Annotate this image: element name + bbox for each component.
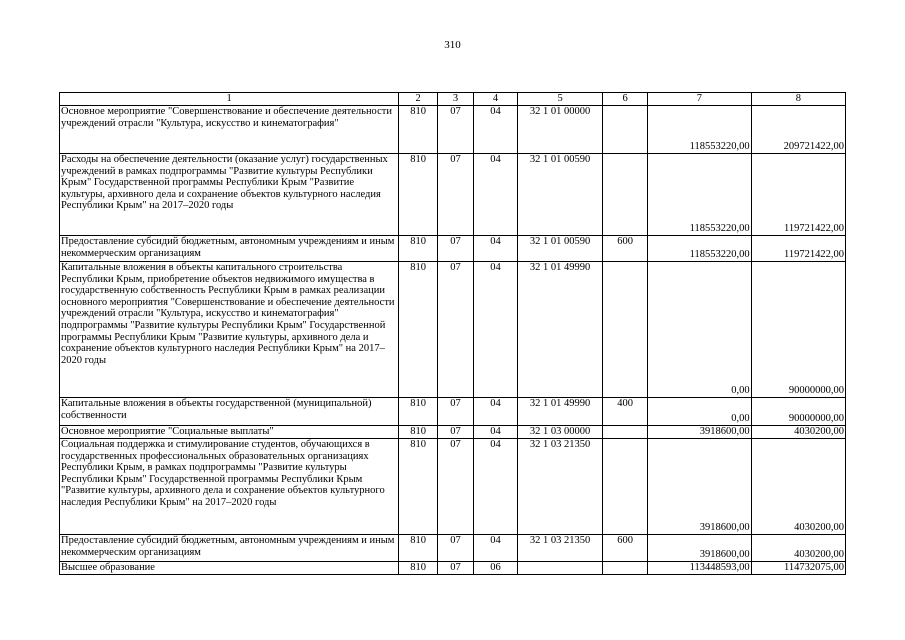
cell-code-subsection: 04 xyxy=(473,154,517,236)
cell-code-ministry: 810 xyxy=(399,236,438,262)
header-cell: 4 xyxy=(473,93,517,106)
cell-amount-col7: 3918600,00 xyxy=(648,439,752,535)
table-row xyxy=(60,154,846,236)
cell-amount-col8: 119721422,00 xyxy=(751,236,845,262)
cell-code-ministry: 810 xyxy=(399,535,438,562)
cell-amount-col8: 90000000,00 xyxy=(751,398,845,426)
cell-code-subsection: 04 xyxy=(473,439,517,535)
cell-code-ministry: 810 xyxy=(399,439,438,535)
cell-amount-col8: 4030200,00 xyxy=(751,535,845,562)
cell-code-subsection: 04 xyxy=(473,398,517,426)
cell-code-target: 32 1 01 49990 xyxy=(518,262,603,398)
cell-code-subsection: 04 xyxy=(473,535,517,562)
cell-amount-col8: 119721422,00 xyxy=(751,154,845,236)
cell-code-section: 07 xyxy=(438,426,474,439)
table-row xyxy=(60,426,846,439)
cell-code-expense-type xyxy=(603,262,648,398)
cell-code-ministry: 810 xyxy=(399,426,438,439)
header-cell: 8 xyxy=(751,93,845,106)
page-number: 310 xyxy=(444,39,461,51)
cell-code-expense-type xyxy=(603,562,648,575)
table-row xyxy=(60,262,846,398)
cell-code-section: 07 xyxy=(438,535,474,562)
cell-amount-col8: 114732075,00 xyxy=(751,562,845,575)
cell-code-target: 32 1 03 21350 xyxy=(518,439,603,535)
cell-code-target xyxy=(518,562,603,575)
table-row xyxy=(60,439,846,535)
cell-code-target: 32 1 01 00000 xyxy=(518,106,603,154)
row-description: Расходы на обеспечение деятельности (оказание услуг) государственных учреждений в рамках подпрограммы "Развитие культуры Республики Крым" Государственной программы Республики Крым "Развитие культуры, архивного дела и сохранение объектов культурного наследия Республики Крым" на 2017–2020 годы xyxy=(60,154,399,236)
header-cell: 2 xyxy=(399,93,438,106)
row-description: Высшее образование xyxy=(60,562,399,575)
table-row xyxy=(60,236,846,262)
cell-code-target: 32 1 01 00590 xyxy=(518,236,603,262)
cell-code-subsection: 04 xyxy=(473,236,517,262)
cell-amount-col7: 118553220,00 xyxy=(648,154,752,236)
cell-amount-col7: 113448593,00 xyxy=(648,562,752,575)
cell-code-section: 07 xyxy=(438,236,474,262)
cell-amount-col7: 3918600,00 xyxy=(648,535,752,562)
cell-code-ministry: 810 xyxy=(399,398,438,426)
cell-code-target: 32 1 01 49990 xyxy=(518,398,603,426)
cell-code-expense-type xyxy=(603,106,648,154)
cell-code-expense-type xyxy=(603,439,648,535)
row-description: Капитальные вложения в объекты государственной (муниципальной) собственности xyxy=(60,398,399,426)
header-cell: 6 xyxy=(603,93,648,106)
cell-code-ministry: 810 xyxy=(399,106,438,154)
cell-code-expense-type: 600 xyxy=(603,236,648,262)
table-row xyxy=(60,535,846,562)
row-description: Предоставление субсидий бюджетным, автономным учреждениям и иным некоммерческим организациям xyxy=(60,236,399,262)
table-row xyxy=(60,106,846,154)
cell-code-expense-type xyxy=(603,154,648,236)
cell-amount-col7: 0,00 xyxy=(648,398,752,426)
budget-table xyxy=(59,92,846,575)
cell-code-expense-type: 400 xyxy=(603,398,648,426)
cell-code-subsection: 04 xyxy=(473,426,517,439)
table-row xyxy=(60,562,846,575)
cell-code-expense-type xyxy=(603,426,648,439)
cell-amount-col8: 4030200,00 xyxy=(751,439,845,535)
row-description: Основное мероприятие "Социальные выплаты" xyxy=(60,426,399,439)
header-cell: 1 xyxy=(60,93,399,106)
cell-amount-col8: 209721422,00 xyxy=(751,106,845,154)
cell-amount-col7: 118553220,00 xyxy=(648,106,752,154)
cell-code-subsection: 04 xyxy=(473,262,517,398)
cell-code-section: 07 xyxy=(438,439,474,535)
cell-amount-col7: 3918600,00 xyxy=(648,426,752,439)
header-row xyxy=(60,93,846,106)
cell-code-section: 07 xyxy=(438,154,474,236)
cell-code-subsection: 04 xyxy=(473,106,517,154)
row-description: Основное мероприятие "Совершенствование и обеспечение деятельности учреждений отрасли "Культура, искусство и кинематография" xyxy=(60,106,399,154)
header-cell: 5 xyxy=(518,93,603,106)
header-cell: 3 xyxy=(438,93,474,106)
cell-code-expense-type: 600 xyxy=(603,535,648,562)
header-cell: 7 xyxy=(648,93,752,106)
cell-amount-col7: 0,00 xyxy=(648,262,752,398)
cell-code-target: 32 1 01 00590 xyxy=(518,154,603,236)
cell-code-section: 07 xyxy=(438,262,474,398)
cell-code-subsection: 06 xyxy=(473,562,517,575)
row-description: Капитальные вложения в объекты капитального строительства Республики Крым, приобретение объектов недвижимого имущества в государственную собственность Республики Крым в рамках реализации основного мероприятия "Совершенствование и обеспечение деятельности учреждений отрасли "Культура, искусство и кинематография" подпрограммы "Развитие культуры Республики Крым" Государственной программы Республики Крым "Развитие культуры, архивного дела и сохранение объектов культурного наследия Республики Крым" на 2017–2020 годы xyxy=(60,262,399,398)
cell-code-ministry: 810 xyxy=(399,562,438,575)
cell-code-target: 32 1 03 00000 xyxy=(518,426,603,439)
cell-code-target: 32 1 03 21350 xyxy=(518,535,603,562)
row-description: Социальная поддержка и стимулирование студентов, обучающихся в государственных профессиональных образовательных организациях Республики Крым, в рамках подпрограммы "Развитие культуры Республики Крым" Государственной программы Республики Крым "Развитие культуры, архивного дела и сохранение объектов культурного наследия Республики Крым" на 2017–2020 годы xyxy=(60,439,399,535)
cell-amount-col7: 118553220,00 xyxy=(648,236,752,262)
cell-amount-col8: 90000000,00 xyxy=(751,262,845,398)
cell-code-section: 07 xyxy=(438,106,474,154)
row-description: Предоставление субсидий бюджетным, автономным учреждениям и иным некоммерческим организациям xyxy=(60,535,399,562)
cell-code-ministry: 810 xyxy=(399,154,438,236)
cell-code-section: 07 xyxy=(438,562,474,575)
cell-code-ministry: 810 xyxy=(399,262,438,398)
table-row xyxy=(60,398,846,426)
cell-amount-col8: 4030200,00 xyxy=(751,426,845,439)
cell-code-section: 07 xyxy=(438,398,474,426)
